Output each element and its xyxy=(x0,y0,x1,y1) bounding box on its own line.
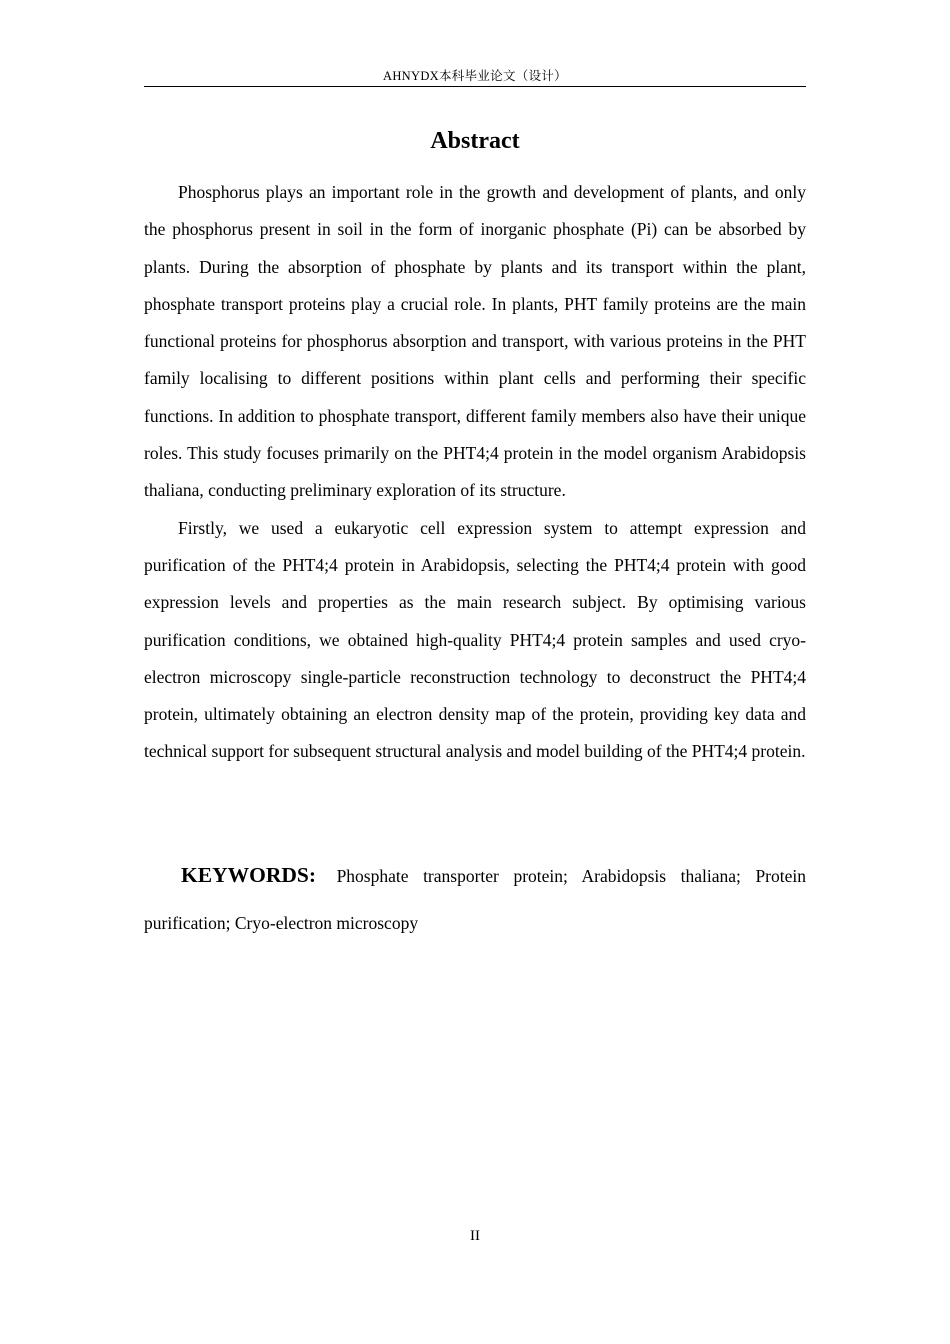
abstract-body xyxy=(144,174,806,771)
page-number: II xyxy=(470,1228,480,1244)
abstract-paragraph-2: Firstly, we used a eukaryotic cell expression system to attempt expression and purification of the PHT4;4 protein in Arabidopsis, selecting the PHT4;4 protein with good expression levels and properties as the main research subject. By optimising various purification conditions, we obtained high-quality PHT4;4 protein samples and used cryo-electron microscopy single-particle reconstruction technology to deconstruct the PHT4;4 protein, ultimately obtaining an electron density map of the protein, providing key data and technical support for subsequent structural analysis and model building of the PHT4;4 protein. xyxy=(144,517,806,762)
abstract-title: Abstract xyxy=(430,128,520,154)
keywords xyxy=(144,852,806,947)
abstract-paragraph-1: Phosphorus plays an important role in the growth and development of plants, and only the phosphorus present in soil in the form of inorganic phosphate (Pi) can be absorbed by plants. During the absorption of phosphate by plants and its transport within the plant, phosphate transport proteins play a crucial role. In plants, PHT family proteins are the main functional proteins for phosphorus absorption and transport, with various proteins in the PHT family localising to different positions within plant cells and performing their specific functions. In addition to phosphate transport, different family members also have their unique roles. This study focuses primarily on the PHT4;4 protein in the model organism Arabidopsis thaliana, conducting preliminary exploration of its structure. xyxy=(144,182,806,501)
running-header: AHNYDX本科毕业论文（设计） xyxy=(144,66,806,87)
keywords-label: KEYWORDS: xyxy=(181,863,316,887)
keywords-text: Phosphate transporter protein; Arabidopsis thaliana; Protein purification; Cryo-electron microscopy xyxy=(144,866,807,933)
